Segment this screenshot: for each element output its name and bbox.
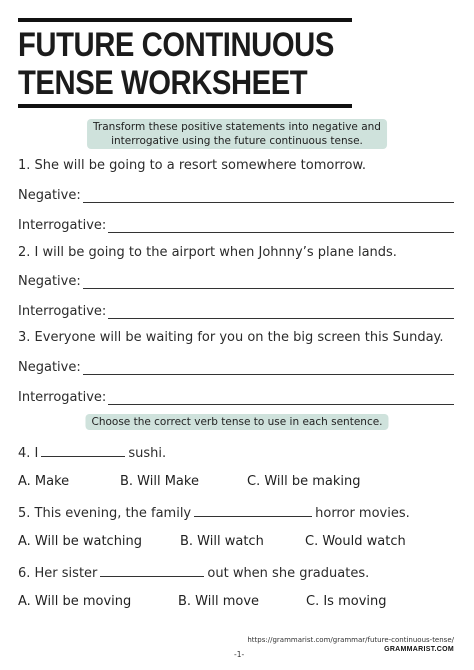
answer-line[interactable] [108,307,454,319]
interrogative-label: Interrogative: [18,304,107,319]
instruction-banner-1 [87,119,387,149]
instruction-banner-2: Choose the correct verb tense to use in each sentence. [85,414,388,430]
answer-row-interrogative-2[interactable] [18,304,454,319]
option-5a[interactable]: A. Will be watching [18,534,143,549]
instruction-1-line-2: interrogative using the future continuous tense. [111,135,363,147]
question-4-before: 4. I [18,446,39,461]
answer-row-interrogative-3[interactable] [18,390,454,405]
option-4c[interactable]: C. Will be making [247,474,361,489]
page-title-line-2: TENSE WORKSHEET [18,64,308,102]
instruction-1-line-1: Transform these positive statements into negative and [93,121,381,133]
answer-line[interactable] [108,221,454,233]
answer-line[interactable] [83,191,454,203]
negative-label: Negative: [18,188,81,203]
answer-row-interrogative-1[interactable] [18,218,454,233]
answer-line[interactable] [83,277,454,289]
option-5c[interactable]: C. Would watch [305,534,406,549]
fill-blank-4[interactable] [41,444,125,457]
answer-line[interactable] [83,363,454,375]
interrogative-label: Interrogative: [18,218,107,233]
answer-row-negative-3[interactable] [18,360,454,375]
interrogative-label: Interrogative: [18,390,107,405]
answer-line[interactable] [108,393,454,405]
option-5b[interactable]: B. Will watch [180,534,264,549]
fill-blank-5[interactable] [194,504,312,517]
question-6 [18,564,369,581]
question-1: 1. She will be going to a resort somewhere tomorrow. [18,158,367,173]
negative-label: Negative: [18,274,81,289]
question-5 [18,504,410,521]
answer-row-negative-2[interactable] [18,274,454,289]
page-number: -1- [234,650,245,659]
option-4a[interactable]: A. Make [18,474,70,489]
question-4 [18,444,166,461]
option-6a[interactable]: A. Will be moving [18,594,132,609]
option-4b[interactable]: B. Will Make [120,474,199,489]
option-6c[interactable]: C. Is moving [306,594,387,609]
question-3: 3. Everyone will be waiting for you on the big screen this Sunday. [18,330,444,345]
question-5-after: horror movies. [315,506,410,521]
answer-row-negative-1[interactable] [18,188,454,203]
question-6-after: out when she graduates. [207,566,370,581]
footer-url[interactable]: https://grammarist.com/grammar/future-continuous-tense/ [247,636,454,644]
footer-brand: GRAMMARIST.COM [384,646,454,653]
question-2: 2. I will be going to the airport when Johnny’s plane lands. [18,245,397,260]
fill-blank-6[interactable] [100,564,204,577]
title-rule-bottom [18,104,352,108]
negative-label: Negative: [18,360,81,375]
page-title-line-1: FUTURE CONTINUOUS [18,26,334,64]
option-6b[interactable]: B. Will move [178,594,260,609]
title-rule-top [18,18,352,22]
question-5-before: 5. This evening, the family [18,506,192,521]
question-6-before: 6. Her sister [18,566,98,581]
question-4-after: sushi. [128,446,167,461]
